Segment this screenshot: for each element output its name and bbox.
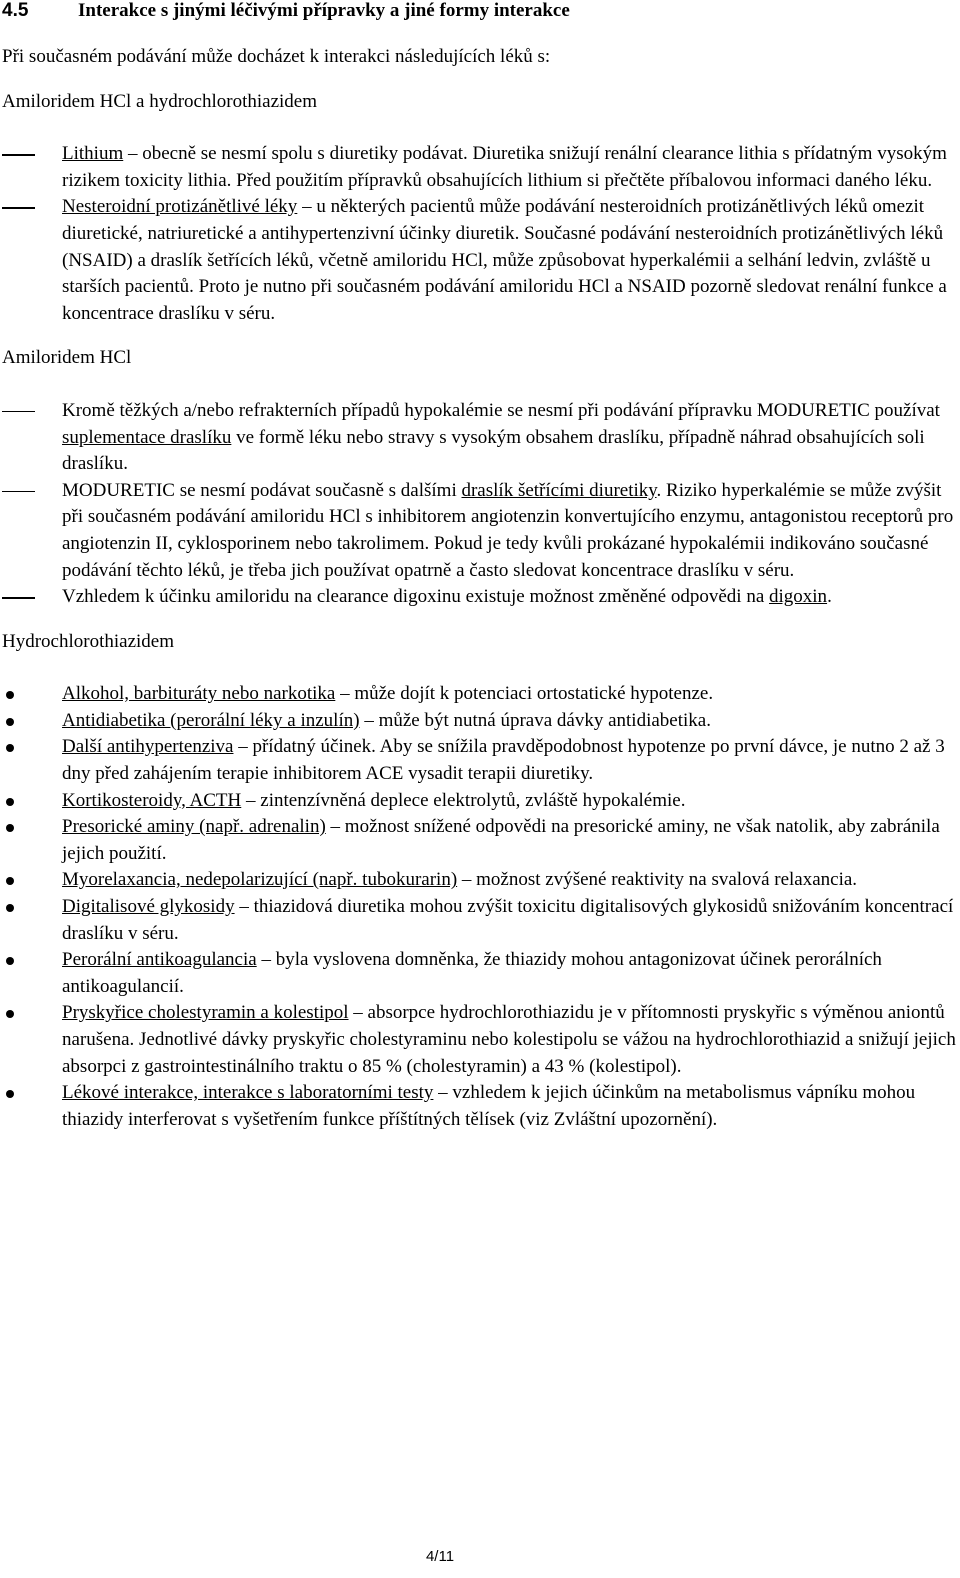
- subheading-amilorid: Amiloridem HCl: [2, 347, 132, 369]
- item-lead: Antidiabetika (perorální léky a inzulín): [62, 709, 360, 731]
- item-lead: Další antihypertenziva: [62, 736, 234, 758]
- dash-list-group2: [2, 398, 956, 611]
- item-link: draslík šetřícími diuretiky: [461, 479, 657, 501]
- list-item: [2, 194, 956, 327]
- item-lead: Digitalisové glykosidy: [62, 896, 235, 918]
- item-lead: Lékové interakce, interakce s laboratorními testy: [62, 1082, 434, 1104]
- item-text: – může být nutná úprava dávky antidiabetika.: [359, 709, 711, 731]
- list-item: [2, 708, 956, 735]
- page-number: 4/11: [425, 1548, 455, 1565]
- section-number: 4.5: [2, 0, 29, 21]
- item-lead: Alkohol, barbituráty nebo narkotika: [62, 683, 336, 705]
- list-item: [2, 584, 956, 611]
- item-lead: Kortikosteroidy, ACTH: [62, 789, 242, 811]
- document-page: [2, 0, 956, 1133]
- item-text: – možnost snížené odpovědi na presorické aminy, ne však natolik, aby zabránila jejich použití.: [62, 816, 940, 864]
- list-item: [2, 478, 956, 584]
- item-text: – může dojít k potenciaci ortostatické hypotenze.: [335, 683, 714, 705]
- item-lead: Myorelaxancia, nedepolarizující (např. tubokurarin): [62, 869, 458, 891]
- list-item: [2, 734, 956, 787]
- item-pre: MODURETIC se nesmí podávat současně s dalšími: [62, 479, 462, 501]
- list-item: [2, 867, 956, 894]
- list-item: [2, 788, 956, 815]
- list-item: [2, 398, 956, 478]
- section-heading: [2, 0, 956, 26]
- item-post: . Riziko hyperkalémie se může zvýšit při současném podávání amiloridu HCl s inhibitorem angiotenzin konvertujícího enzymu, antagonistou receptorů pro angiotenzin II, cyklosporinem nebo takrolimem. Pokud je tedy kvůli prokázané hypokalémii indikováno současné podávání těchto léků, je třeba jich používat opatrně a často sledovat koncentrace draslíku v séru.: [62, 479, 954, 581]
- subheading-amilorid-hydrochlorothiazid: Amiloridem HCl a hydrochlorothiazidem: [2, 90, 318, 112]
- item-pre: Kromě těžkých a/nebo refrakterních případů hypokalémie se nesmí při podávání přípravku MODURETIC používat: [62, 399, 940, 421]
- bullet-list-group3: [2, 681, 956, 1133]
- list-item: [2, 141, 956, 194]
- list-item: [2, 681, 956, 708]
- item-lead: Lithium: [62, 143, 124, 165]
- item-text: – zintenzívněná deplece elektrolytů, zvláště hypokalémie.: [241, 789, 686, 811]
- list-item: [2, 814, 956, 867]
- item-text: – vzhledem k jejich účinkům na metabolismus vápníku mohou thiazidy interferovat s vyšetřením funkce příštítných tělísek (viz Zvláštní upozornění).: [62, 1082, 916, 1130]
- list-item: [2, 1000, 956, 1080]
- item-pre: Vzhledem k účinku amiloridu na clearance digoxinu existuje možnost změněné odpovědi na: [62, 586, 769, 608]
- item-lead: Perorální antikoagulancia: [62, 949, 257, 971]
- item-text: – u některých pacientů může podávání nesteroidních protizánětlivých léků omezit diuretické, natriuretické a antihypertenzivní účinky diuretik. Současné podávání nesteroidních protizánětlivých léků (NSAID) a draslík šetřících léků, včetně amiloridu HCl, může způsobovat hyperkalémii a selhání ledvin, zvláště u starších pacientů. Proto je nutno při současném podávání amiloridu HCl a NSAID pozorně sledovat renální funkce a koncentrace draslíku v séru.: [62, 196, 947, 324]
- item-text: – obecně se nesmí spolu s diuretiky podávat. Diuretika snižují renální clearance lithia s přídatným vysokým rizikem toxicity lithia. Před použitím přípravků obsahujících lithium si přečtěte příbalovou informaci daného léku.: [62, 143, 947, 191]
- item-text: – thiazidová diuretika mohou zvýšit toxicitu digitalisových glykosidů snižováním koncentrací draslíku v séru.: [62, 896, 954, 944]
- item-post: .: [827, 586, 832, 608]
- list-item: [2, 1080, 956, 1133]
- item-lead: Pryskyřice cholestyramin a kolestipol: [62, 1002, 349, 1024]
- item-post: ve formě léku nebo stravy s vysokým obsahem draslíku, případně náhrad obsahujících soli draslíku.: [62, 426, 925, 475]
- item-link: digoxin: [769, 586, 828, 608]
- item-link: suplementace draslíku: [62, 426, 232, 448]
- item-text: – možnost zvýšené reaktivity na svalová relaxancia.: [457, 869, 858, 891]
- intro-paragraph: Při současném podávání může docházet k interakci následujících léků s:: [2, 46, 551, 67]
- item-text: – absorpce hydrochlorothiazidu je v přítomnosti pryskyřic s výměnou aniontů narušena. Jednotlivé dávky pryskyřic cholestyraminu nebo kolestipolu se vážou na hydrochlorothiazid a snižují jejich absorpci z gastrointestinálního traktu o 85 % (cholestyramin) a 43 % (kolestipol).: [62, 1002, 956, 1077]
- list-item: [2, 894, 956, 947]
- item-lead: Presorické aminy (např. adrenalin): [62, 816, 326, 838]
- item-text: – přídatný účinek. Aby se snížila pravděpodobnost hypotenze po první dávce, je nutno 2 až 3 dny před zahájením terapie inhibitorem ACE vysadit terapii diuretiky.: [62, 736, 945, 785]
- item-lead: Nesteroidní protizánětlivé léky: [62, 196, 298, 218]
- dash-list-group1: [2, 141, 956, 327]
- section-title: Interakce s jinými léčivými přípravky a jiné formy interakce: [78, 0, 570, 21]
- list-item: [2, 947, 956, 1000]
- subheading-hydrochlorothiazid: Hydrochlorothiazidem: [2, 630, 175, 652]
- item-text: – byla vyslovena domněnka, že thiazidy mohou antagonizovat účinek perorálních antikoagulancií.: [62, 949, 882, 997]
